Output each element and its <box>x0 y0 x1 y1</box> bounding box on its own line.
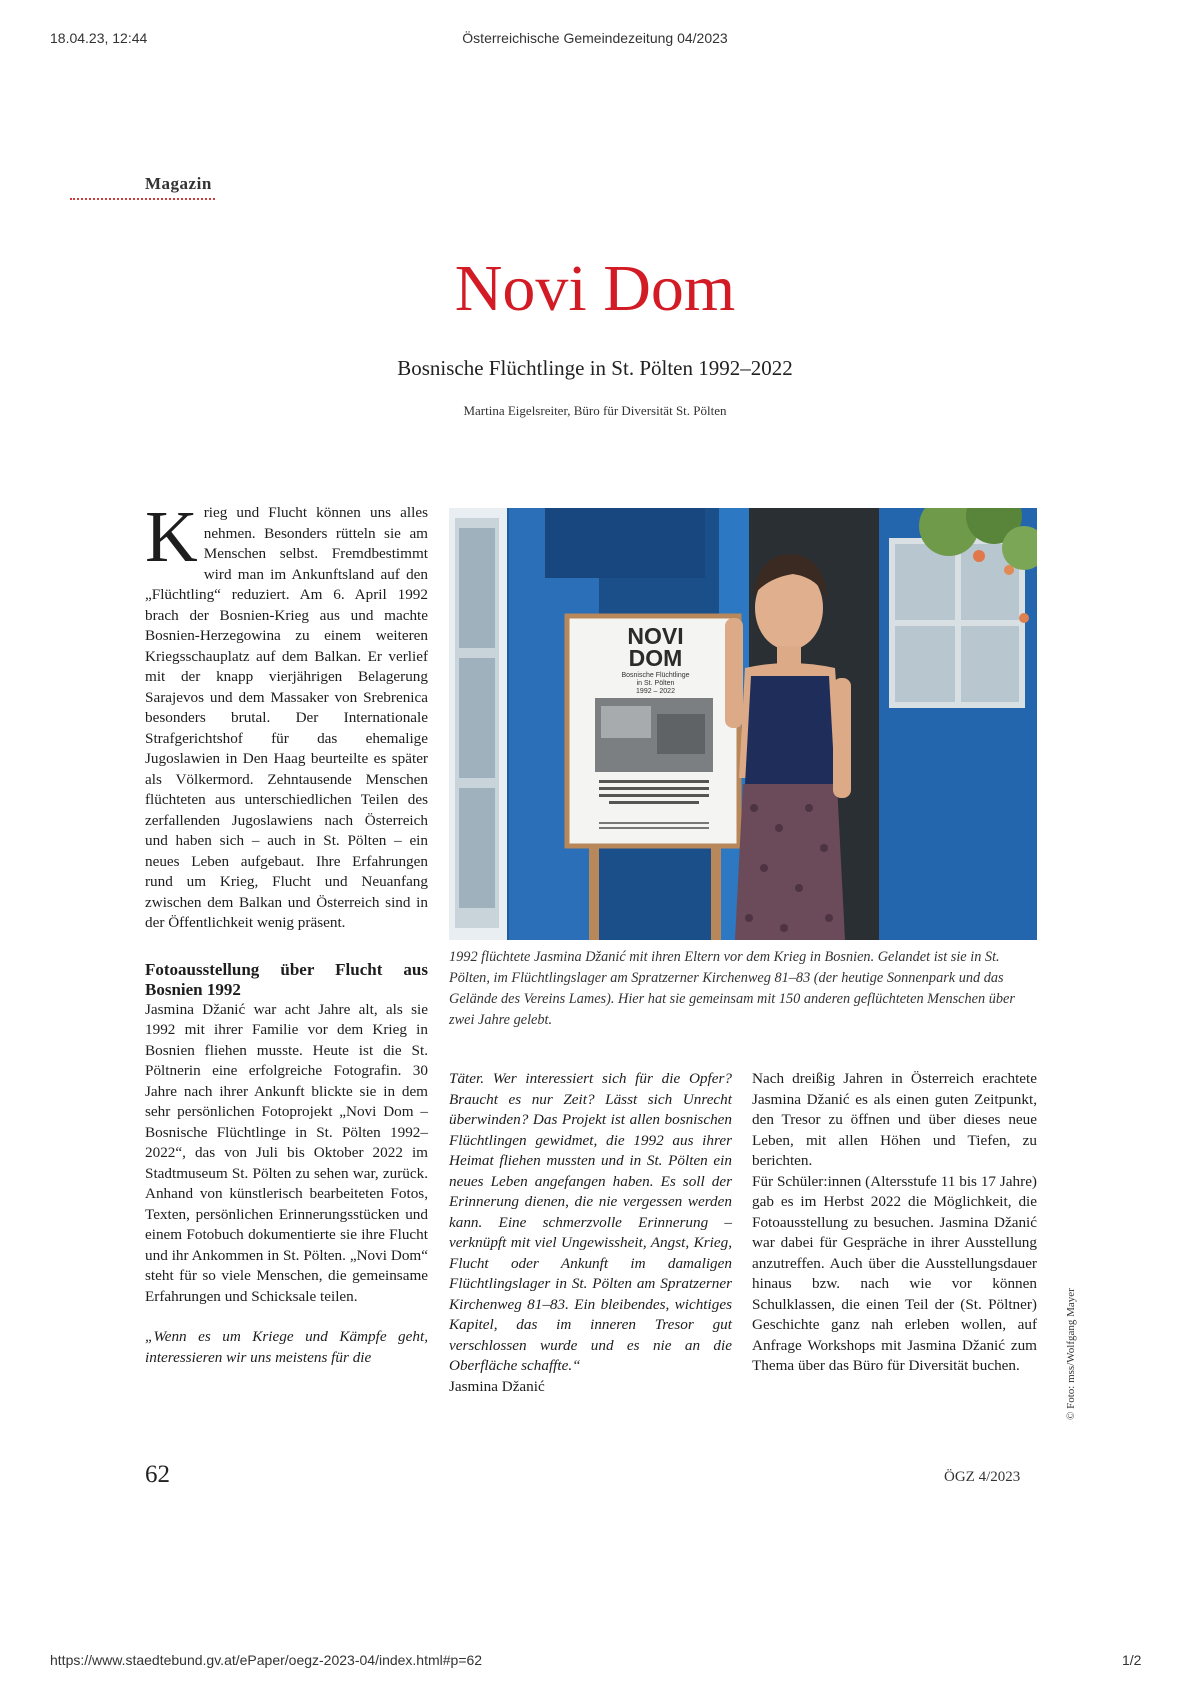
poster-title <box>567 625 744 669</box>
section-label: Magazin <box>145 174 212 193</box>
poster-title-line1: NOVI <box>627 623 684 649</box>
photo-credit: © Foto: mss/Wolfgang Mayer <box>1065 1288 1077 1420</box>
body-paragraph-1: Jasmina Džanić war acht Jahre alt, als sie 1992 mit ihrer Familie vor dem Krieg in Bosnien fliehen musste. Heute ist die St. Pöltnerin eine erfolgreiche Fotografin. 30 Jahre nach ihrer Ankunft blickte sie in dem sehr persönlichen Fotoprojekt „Novi Dom – Bosnische Flüchtlinge in St. Pölten 1992–2022“, das von Juli bis Oktober 2022 im Stadtmuseum St. Pölten zu sehen war, zurück. Anhand von künstlerisch bearbeiteten Fotos, Texten, persönlichen Erinnerungsstücken und einem Fotobuch dokumentierte sie ihre Flucht und ihr Ankommen in St. Pölten. „Novi Dom“ steht für so viele Menschen, die gemeinsame Erfahrungen und Schicksale teilen. <box>145 1000 428 1305</box>
poster-subtitle-line2: in St. Pölten <box>636 680 675 687</box>
drop-cap: K <box>145 496 198 577</box>
quote-start: „Wenn es um Kriege und Kämpfe geht, interessieren wir uns meistens für die <box>145 1328 428 1366</box>
section-divider <box>70 198 215 200</box>
column-1 <box>145 496 428 1368</box>
print-doc-title: Österreichische Gemeindezeitung 04/2023 <box>462 30 728 46</box>
print-url: https://www.staedtebund.gv.at/ePaper/oegz-2023-04/index.html#p=62 <box>50 1652 483 1668</box>
article-author: Martina Eigelsreiter, Büro für Diversität St. Pölten <box>463 403 727 418</box>
photo-illustration <box>449 508 1037 940</box>
poster-years: 1992 – 2022 <box>636 688 675 695</box>
quote-author: Jasmina Džanić <box>449 1377 545 1395</box>
photo-caption: 1992 flüchtete Jasmina Džanić mit ihren Eltern vor dem Krieg in Bosnien. Gelandet ist sie in St. Pölten, im Flüchtlingslager am Spratzerner Kirchenweg 81–83 (der heutige Sonnenpark und das Gelände des Vereins Lames). Hier hat sie gemeinsam mit 150 anderen geflüchteten Menschen über zwei Jahre gelebt. <box>449 949 1015 1028</box>
poster-title-line2: DOM <box>628 645 683 671</box>
intro-paragraph <box>145 496 428 934</box>
article-title: Novi Dom <box>454 252 736 325</box>
body-paragraph-3a: Nach dreißig Jahren in Österreich erachtete Jasmina Džanić es als einen guten Zeitpunkt, den Tresor zu öffnen und über dieses neue Leben, mit allen Höhen und Tiefen, zu berichten. <box>752 1070 1037 1169</box>
article-photo <box>449 508 1037 940</box>
poster-subtitle <box>567 672 744 696</box>
article-subtitle: Bosnische Flüchtlinge in St. Pölten 1992–2022 <box>397 356 793 380</box>
column-2 <box>449 1069 732 1397</box>
issue-label: ÖGZ 4/2023 <box>944 1469 1021 1485</box>
body-paragraph-3b: Für Schüler:innen (Altersstufe 11 bis 17 Jahre) gab es im Herbst 2022 die Möglichkeit, die Fotoausstellung zu besuchen. Jasmina Džanić war dabei für Gespräche in ihrer Ausstellung anzutreffen. Auch über die Ausstellungsdauer hinaus bzw. nach wie vor können Schulklassen, die einen Teil der (St. Pöltner) Geschichte ganz nah erleben wollen, auf Anfrage Workshops mit Jasmina Džanić zum Thema über das Büro für Diversität buchen. <box>752 1172 1037 1374</box>
column-3 <box>752 1069 1037 1377</box>
subheading: Fotoausstellung über Flucht aus Bosnien 1992 <box>145 959 428 999</box>
page-number: 62 <box>145 1461 170 1488</box>
quote-continued: Täter. Wer interessiert sich für die Opfer? Braucht es nur Zeit? Lässt sich Unrecht überwinden? Das Projekt ist allen bosnischen Flüchtlingen gewidmet, die 1992 aus ihrer Heimat fliehen mussten und in St. Pölten ein neues Leben angefangen haben. Es soll der Erinnerung dienen, die nie vergessen werden kann. Eine schmerzvolle Erinnerung – verknüpft mit viel Ungewissheit, Angst, Krieg, Flucht oder Ankunft im damaligen Flüchtlingslager in St. Pölten am Spratzerner Kirchenweg 81–83. Ein bleibendes, wichtiges Kapitel, das im inneren Tresor gut verschlossen wurde und es nie an die Oberfläche schaffte.“ <box>449 1070 732 1374</box>
poster-subtitle-line1: Bosnische Flüchtlinge <box>621 672 690 679</box>
print-datetime: 18.04.23, 12:44 <box>50 30 148 46</box>
intro-text: rieg und Flucht können uns alles nehmen. Besonders rütteln sie am Menschen selbst. Fremdbestimmt wird man im Ankunftsland auf den „Flüchtling“ reduziert. Am 6. April 1992 brach der Bosnien-Krieg aus und machte Bosnien-Herzegowina zu einem weiteren Kriegsschauplatz auf dem Balkan. Er verlief mit der knapp vierjährigen Belagerung Sarajevos und dem Massaker von Srebrenica besonders brutal. Der Internationale Strafgerichtshof für das ehemalige Jugoslawien in Den Haag beurteilte es später als Völkermord. Zehntausende Menschen flüchteten aus unterschiedlichen Teilen des zerfallenden Jugoslawiens nach Österreich und haben sich – auch in St. Pölten – ein neues Leben aufgebaut. Ihre Erfahrungen rund um Krieg, Flucht und Neuanfang zwischen dem Balkan und Österreich sind in der Öffentlichkeit wenig präsent. <box>145 504 428 931</box>
print-page-count: 1/2 <box>1122 1652 1142 1668</box>
